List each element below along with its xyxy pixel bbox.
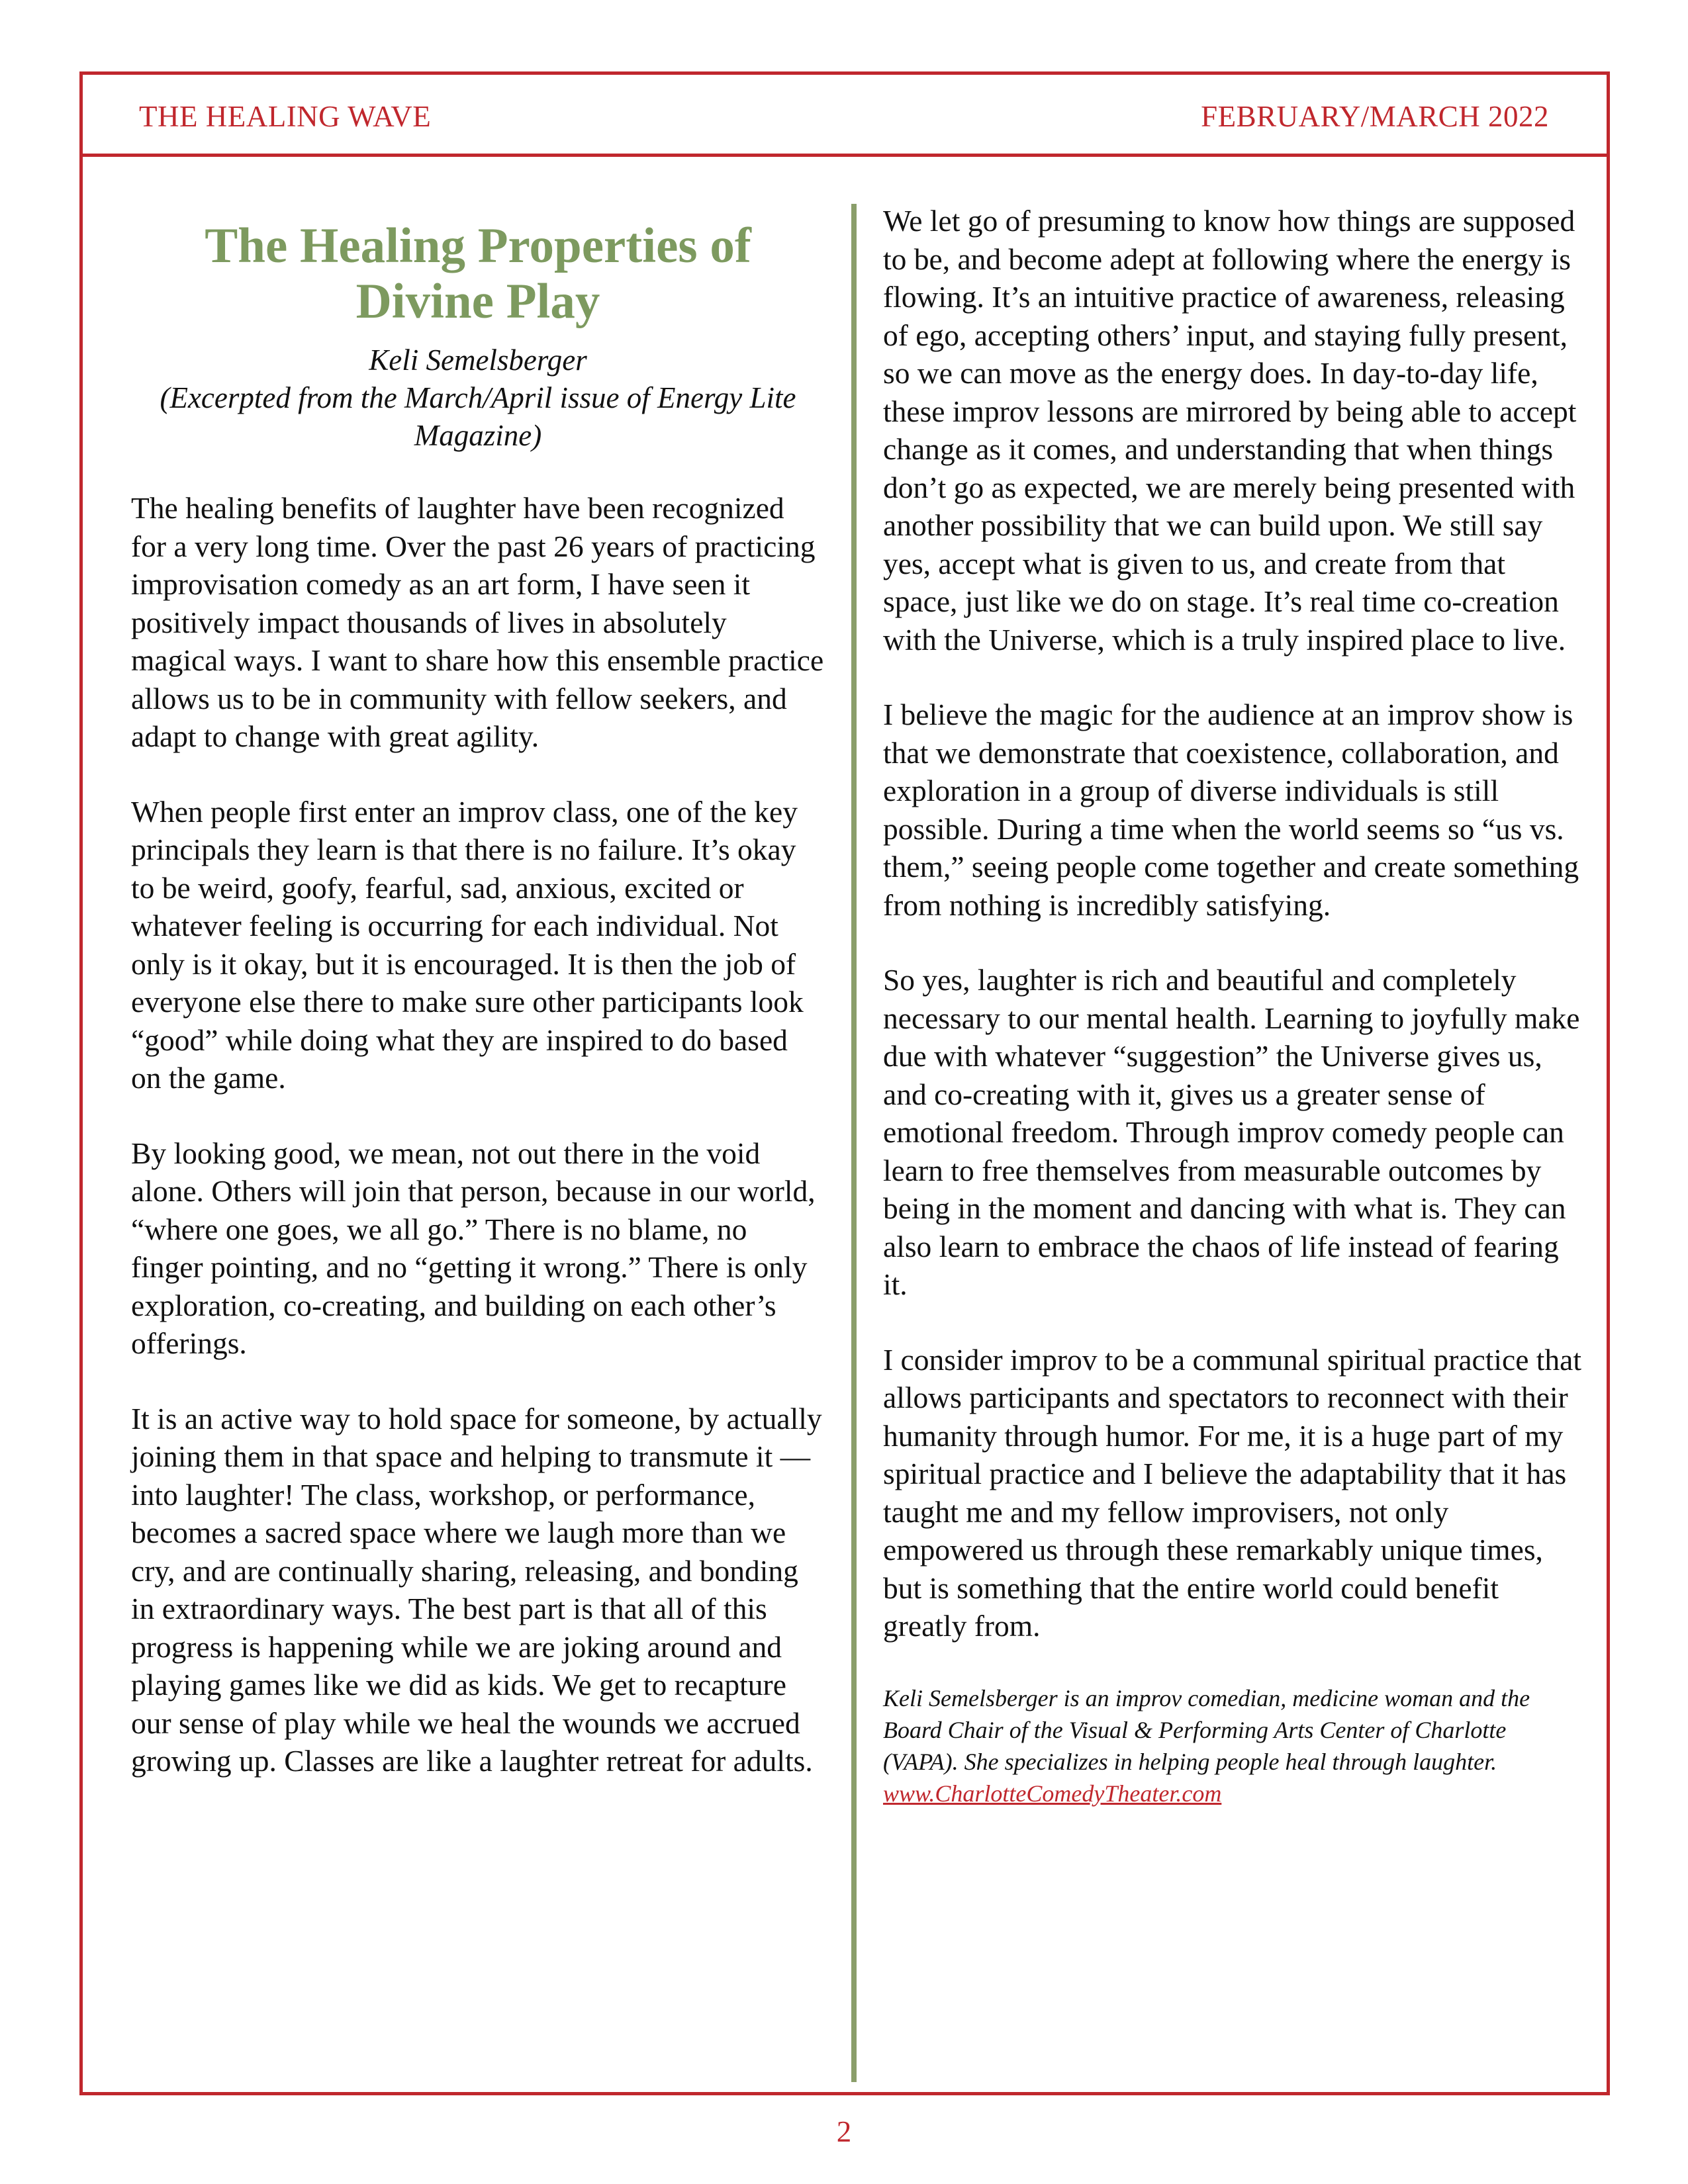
article-title: The Healing Properties of Divine Play <box>205 218 751 329</box>
author-bio-text: Keli Semelsberger is an improv comedian, medicine woman and the Board Chair of the Visual & Performing Arts Center of Charlotte (VAPA). She specializes in helping people heal through laughter. <box>883 1684 1530 1775</box>
article-paragraph: It is an active way to hold space for someone, by actually joining them in that space and helping to transmute it — into laughter! The class, workshop, or performance, becomes a sacred space where we laugh more than we cry, and are continually sharing, releasing, and bonding in extraordinary ways. The best part is that all of this progress is happening while we are joking around and playing games like we did as kids. We get to recapture our sense of play while we heal the wounds we accrued growing up. Classes are like a laughter retreat for adults. <box>131 1401 822 1778</box>
article-paragraph: By looking good, we mean, not out there in the void alone. Others will join that person, because in our world, “where one goes, we all go.” There is no blame, no finger pointing, and no “getting it wrong.” There is only exploration, co-creating, and building on each other’s offerings. <box>131 1136 816 1360</box>
article-author: Keli Semelsberger <box>369 343 587 377</box>
article-paragraph: We let go of presuming to know how things are supposed to be, and become adept at following where the energy is flowing. It’s an intuitive practice of awareness, releasing of ego, accepting others’ input, and staying fully present, so we can move as the energy does. In day-to-day life, these improv lessons are mirrored by being able to accept change as it comes, and understanding that when things don’t go as expected, we are merely being presented with another possibility that we can build upon. We still say yes, accept what is given to us, and create from that space, just like we do on stage. It’s real time co-creation with the Universe, which is a truly inspired place to live. <box>883 204 1577 657</box>
issue-date: FEBRUARY/MARCH 2022 <box>1201 100 1549 133</box>
article-paragraph: When people first enter an improv class, one of the key principals they learn is that there is no failure. It’s okay to be weird, goofy, fearful, sad, anxious, excited or whatever feeling is occurring for each individual. Not only is it okay, but it is encouraged. It is then the job of everyone else there to make sure other participants look “good” while doing what they are inspired to do based on the game. <box>131 794 804 1095</box>
article-paragraph: I believe the magic for the audience at an improv show is that we demonstrate that coexistence, collaboration, and exploration in a group of diverse individuals is still possible. During a time when the world seems so “us vs. them,” seeing people come together and create something from nothing is incredibly satisfying. <box>883 698 1579 922</box>
header-divider <box>79 154 1610 157</box>
right-column <box>883 202 1582 1809</box>
column-divider <box>851 204 857 2082</box>
article-source-note: (Excerpted from the March/April issue of Energy Lite Magazine) <box>160 381 796 452</box>
left-column <box>131 199 825 1817</box>
article-paragraph: The healing benefits of laughter have been recognized for a very long time. Over the past 26 years of practicing improvisation comedy as an art form, I have seen it positively impact thousands of lives in absolutely magical ways. I want to share how this ensemble practice allows us to be in community with fellow seekers, and adapt to change with great agility. <box>131 491 824 753</box>
author-bio <box>883 1682 1582 1809</box>
page-number: 2 <box>836 2115 852 2148</box>
article-paragraph: I consider improv to be a communal spiritual practice that allows participants and spectators to reconnect with their humanity through humor. For me, it is a huge part of my spiritual practice and I believe the adaptability that it has taught me and my fellow improvisers, not only empowered us through these remarkably unique times, but is something that the entire world could benefit greatly from. <box>883 1342 1582 1643</box>
publication-name: THE HEALING WAVE <box>139 100 432 133</box>
article-paragraph: So yes, laughter is rich and beautiful and completely necessary to our mental health. Learning to joyfully make due with whatever “suggestion” the Universe gives us, and co-creating with it, gives us a greater sense of emotional freedom. Through improv comedy people can learn to free themselves from measurable outcomes by being in the moment and dancing with what is. They can also learn to embrace the chaos of life instead of fearing it. <box>883 963 1580 1301</box>
website-link[interactable]: www.CharlotteComedyTheater.com <box>883 1780 1222 1807</box>
